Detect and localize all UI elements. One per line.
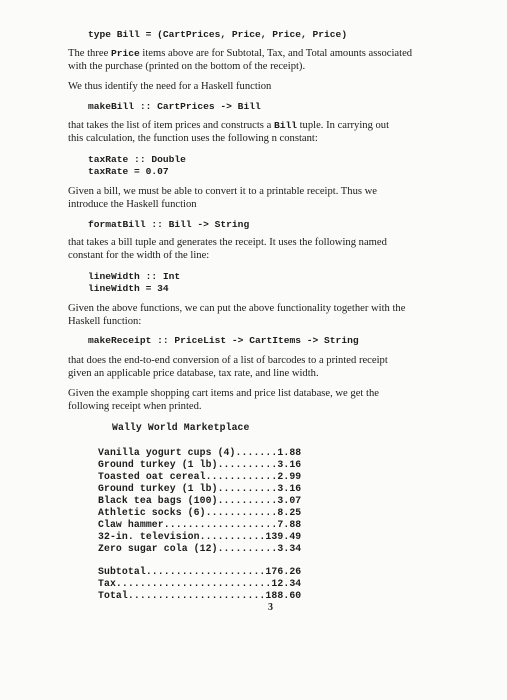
- code-linewidth-value: lineWidth = 34: [88, 283, 169, 294]
- code-formatbill-signature: formatBill :: Bill -> String: [88, 219, 250, 230]
- code-linewidth-type: lineWidth :: Int: [88, 271, 181, 282]
- paragraph-8-line-1: Given the example shopping cart items and price list database, we get the: [68, 388, 379, 399]
- page-number: 3: [268, 602, 273, 613]
- paragraph-1-line-2: with the purchase (printed on the bottom of the receipt).: [68, 61, 306, 72]
- receipt-item: Toasted oat cereal............2.99: [98, 471, 302, 482]
- paragraph-5-line-1: that takes a bill tuple and generates the receipt. It uses the following named: [68, 237, 387, 248]
- paragraph-7-line-2: given an applicable price database, tax rate, and line width.: [68, 368, 319, 379]
- receipt-total: Total.......................188.60: [98, 590, 302, 601]
- code-makebill-signature: makeBill :: CartPrices -> Bill: [88, 101, 261, 112]
- paragraph-4-line-1: Given a bill, we must be able to convert it to a printable receipt. Thus we: [68, 186, 377, 197]
- paragraph-1-line-1: The three Price items above are for Subtotal, Tax, and Total amounts associated: [68, 48, 413, 59]
- receipt-item: Ground turkey (1 lb)..........3.16: [98, 459, 302, 470]
- receipt-item: Vanilla yogurt cups (4).......1.88: [98, 447, 302, 458]
- receipt-item: Claw hammer...................7.88: [98, 519, 302, 530]
- receipt-item: Black tea bags (100)..........3.07: [98, 495, 302, 506]
- receipt-item: Zero sugar cola (12)..........3.34: [98, 543, 302, 554]
- paragraph-8-line-2: following receipt when printed.: [68, 401, 202, 412]
- receipt-subtotal: Subtotal....................176.26: [98, 566, 302, 577]
- paragraph-7-line-1: that does the end-to-end conversion of a list of barcodes to a printed receipt: [68, 355, 388, 366]
- paragraph-5-line-2: constant for the width of the line:: [68, 250, 210, 261]
- paragraph-2-line-1: We thus identify the need for a Haskell function: [68, 81, 272, 92]
- inline-code-bill: Bill: [273, 120, 297, 131]
- receipt-item: 32-in. television...........139.49: [98, 531, 302, 542]
- code-taxrate-value: taxRate = 0.07: [88, 166, 169, 177]
- receipt-tax: Tax..........................12.34: [98, 578, 302, 589]
- inline-code-price: Price: [110, 48, 140, 59]
- paragraph-6-line-2: Haskell function:: [68, 316, 142, 327]
- code-taxrate-type: taxRate :: Double: [88, 154, 186, 165]
- receipt-item: Ground turkey (1 lb)..........3.16: [98, 483, 302, 494]
- receipt-header: Wally World Marketplace: [112, 422, 250, 433]
- type-declaration: type Bill = (CartPrices, Price, Price, Price): [88, 29, 348, 40]
- paragraph-6-line-1: Given the above functions, we can put the above functionality together with the: [68, 303, 406, 314]
- paragraph-3-line-2: this calculation, the function uses the following n constant:: [68, 133, 318, 144]
- receipt-item: Athletic socks (6)............8.25: [98, 507, 302, 518]
- paragraph-3-line-1: that takes the list of item prices and constructs a Bill tuple. In carrying out: [68, 120, 390, 131]
- code-makereceipt-signature: makeReceipt :: PriceList -> CartItems -> String: [88, 335, 359, 346]
- paragraph-4-line-2: introduce the Haskell function: [68, 199, 197, 210]
